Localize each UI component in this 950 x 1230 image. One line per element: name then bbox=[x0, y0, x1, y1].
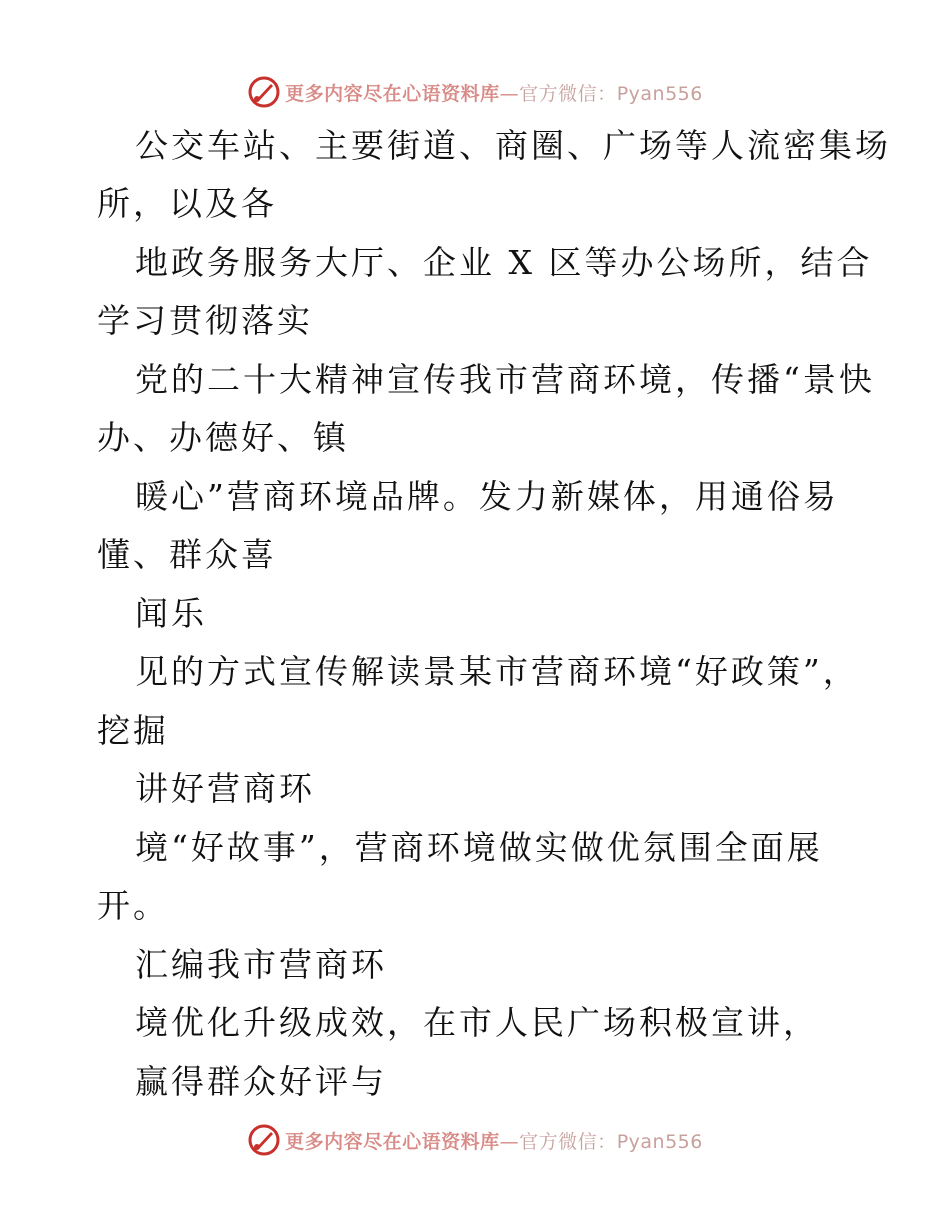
text-line: 办、办德好、镇 bbox=[97, 418, 349, 457]
text-line: 开。 bbox=[97, 886, 169, 925]
text-line: 地政务服务大厅、企业 X 区等办公场所，结合 bbox=[135, 243, 873, 282]
text-line: 见的方式宣传解读景某市营商环境“好政策”， bbox=[135, 652, 859, 691]
watermark-text: 更多内容尽在心语资料库—官方微信：Pyan556 bbox=[285, 1130, 703, 1153]
red-quill-seal-icon bbox=[247, 1123, 281, 1157]
text-line: 学习贯彻落实 bbox=[97, 301, 313, 340]
watermark-text: 更多内容尽在心语资料库—官方微信：Pyan556 bbox=[285, 82, 703, 105]
text-line: 境优化升级成效，在市人民广场积极宣讲， bbox=[135, 1003, 819, 1042]
text-line: 境“好故事”，营商环境做实做优氛围全面展 bbox=[135, 828, 823, 867]
text-line: 公交车站、主要街道、商圈、广场等人流密集场 bbox=[135, 126, 891, 165]
text-line: 挖掘 bbox=[97, 711, 169, 750]
text-line: 所，以及各 bbox=[97, 184, 277, 223]
text-line: 赢得群众好评与 bbox=[135, 1062, 387, 1101]
header-watermark bbox=[0, 72, 950, 112]
text-line: 闻乐 bbox=[135, 594, 207, 633]
text-line: 暖心”营商环境品牌。发力新媒体，用通俗易 bbox=[135, 477, 839, 516]
text-line: 汇编我市营商环 bbox=[135, 945, 387, 984]
footer-watermark bbox=[0, 1120, 950, 1160]
text-line: 党的二十大精神宣传我市营商环境，传播“景快 bbox=[135, 360, 875, 399]
text-line: 懂、群众喜 bbox=[97, 535, 277, 574]
text-line: 讲好营商环 bbox=[135, 769, 315, 808]
red-quill-seal-icon bbox=[247, 75, 281, 109]
